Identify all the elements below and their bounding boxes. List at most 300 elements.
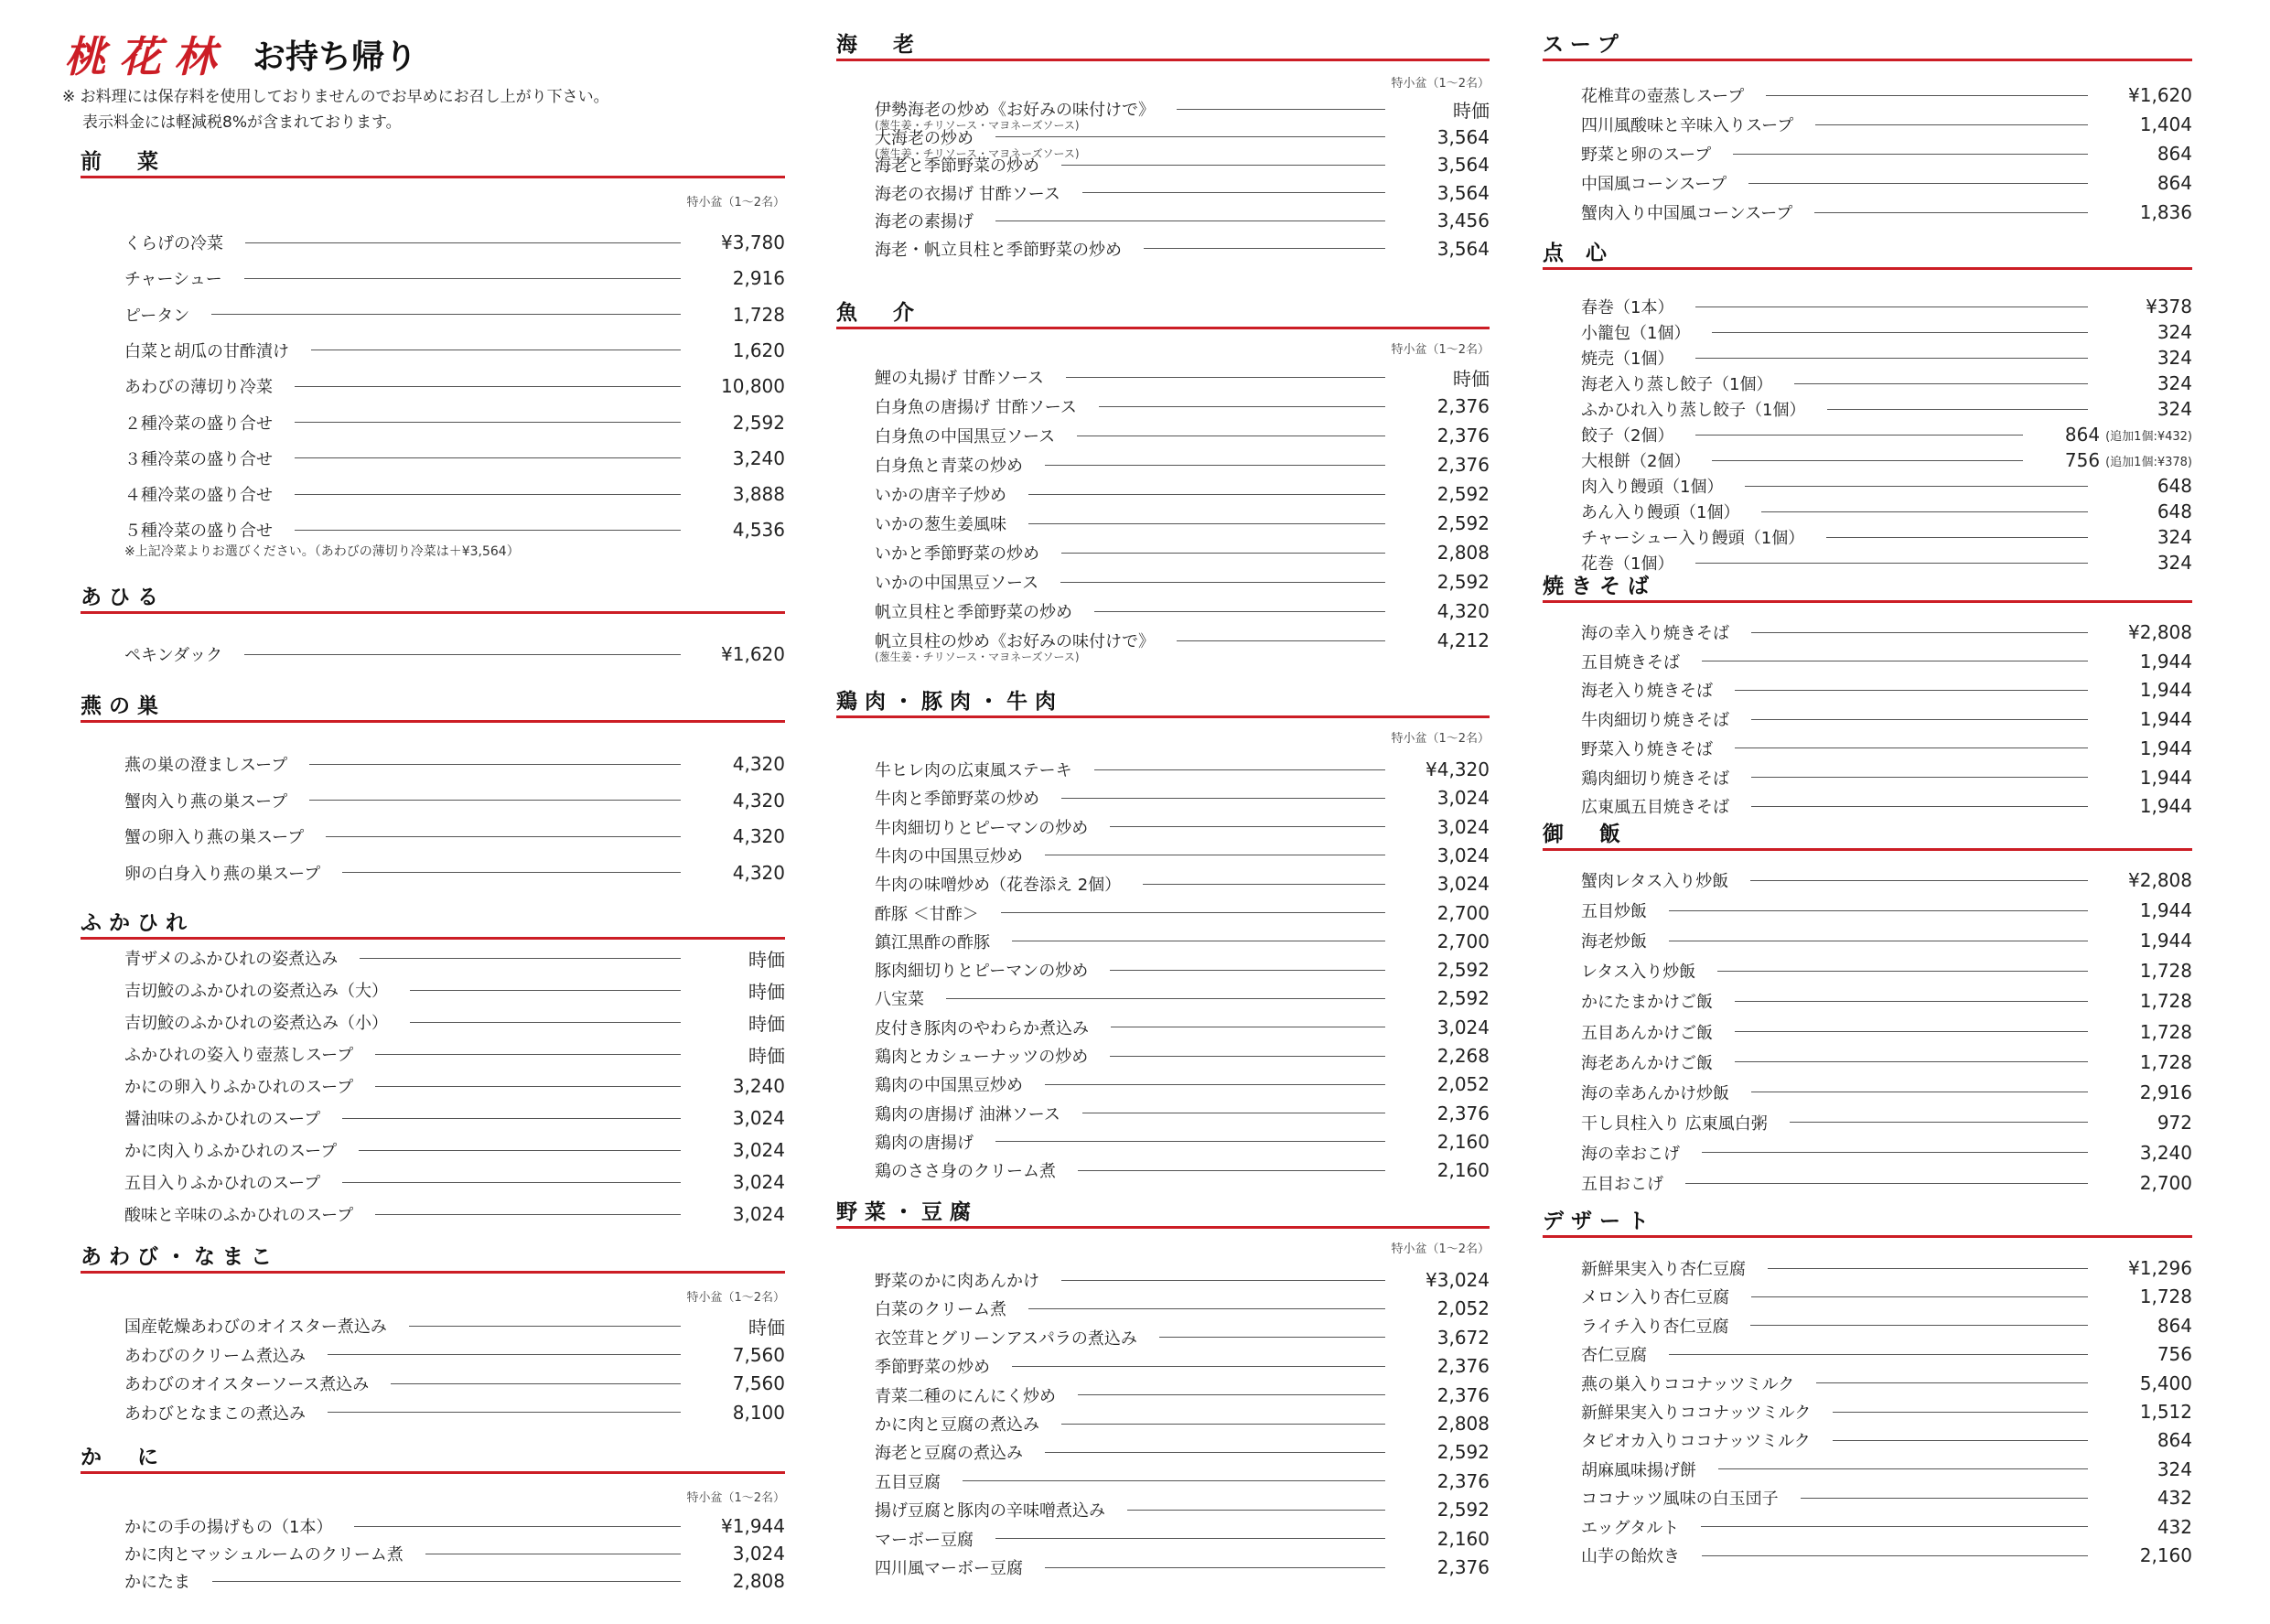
menu-item-name: 杏仁豆腐 (1581, 1346, 1647, 1366)
leader-line (1669, 1354, 2088, 1355)
menu-item-name: 肉入り饅頭（1個） (1581, 478, 1724, 497)
leader-line (1695, 435, 2023, 436)
menu-item (836, 1354, 1490, 1378)
menu-item (836, 1440, 1490, 1464)
menu-item-name: 焼売（1個） (1581, 350, 1674, 369)
portion-size-label: 特小盆（1～2名） (1391, 1242, 1490, 1256)
menu-item-price: 2,700 (1436, 930, 1490, 952)
menu-item-name: 五目おこげ (1581, 1175, 1663, 1194)
menu-item-price: 3,024 (1436, 815, 1490, 838)
menu-item (1543, 794, 2192, 818)
menu-item (836, 424, 1490, 447)
menu-section (81, 906, 785, 1262)
menu-item-price: 864 (2157, 172, 2192, 194)
section-divider (81, 611, 785, 614)
leader-line (309, 800, 681, 801)
menu-item-name: 野菜のかに肉あんかけ (875, 1272, 1039, 1291)
leader-line (1045, 1084, 1385, 1085)
menu-item (836, 901, 1490, 925)
leader-line (410, 990, 681, 991)
leader-line (375, 1214, 681, 1215)
menu-item-price: 3,456 (1436, 210, 1490, 231)
menu-item-name: 白身魚と青菜の炒め (875, 457, 1023, 476)
section-divider (1543, 1235, 2192, 1238)
section-divider (1543, 600, 2192, 603)
menu-item (1543, 1050, 2192, 1074)
menu-item-price: 3,024 (1436, 844, 1490, 866)
menu-item (1543, 142, 2192, 166)
menu-item (81, 1343, 785, 1367)
menu-item-name: 海老と豆腐の煮込み (875, 1444, 1023, 1464)
menu-item-price: 2,592 (1436, 1499, 1490, 1522)
menu-item (1543, 1400, 2192, 1424)
leader-line (1790, 1122, 2088, 1123)
menu-item-price: 1,836 (2139, 201, 2192, 223)
menu-item-price: 3,024 (732, 1203, 785, 1225)
menu-item-price: ¥2,808 (2128, 869, 2192, 891)
leader-line (1110, 826, 1385, 827)
section-title: スープ (1543, 33, 1626, 57)
menu-item-price: 1,944 (2139, 679, 2192, 702)
menu-item (836, 844, 1490, 867)
menu-item-price: 3,240 (732, 1075, 785, 1097)
menu-item-name: 青菜二種のにんにく炒め (875, 1386, 1056, 1406)
leader-line (1061, 165, 1385, 166)
leader-line (1750, 880, 2088, 881)
menu-item (81, 1074, 785, 1098)
menu-item (81, 1371, 785, 1395)
menu-section (836, 27, 1490, 292)
menu-item-price: 756 (2157, 1343, 2192, 1366)
leader-line (1735, 1001, 2088, 1002)
menu-item (1543, 200, 2192, 224)
menu-item-name: かに肉と豆腐の煮込み (875, 1415, 1039, 1435)
menu-item-name: ペキンダック (124, 646, 223, 665)
menu-item-price: 2,592 (1436, 987, 1490, 1010)
menu-item (836, 758, 1490, 781)
menu-item-name: 鶏肉とカシューナッツの炒め (875, 1048, 1089, 1067)
menu-item (1543, 320, 2192, 344)
menu-item-name: 蟹の卵入り燕の巣スープ (124, 828, 305, 847)
menu-item (81, 789, 785, 812)
menu-item (1543, 929, 2192, 952)
menu-item-price: 864 (2157, 1429, 2192, 1452)
leader-line (409, 1326, 681, 1327)
menu-item (1543, 525, 2192, 549)
leader-line (1751, 777, 2088, 778)
section-divider (1543, 267, 2192, 270)
menu-item (1543, 371, 2192, 395)
leader-line (1669, 910, 2088, 911)
menu-item-price: 756 (2064, 449, 2101, 471)
leader-line (295, 494, 681, 495)
menu-item-name: 小籠包（1個） (1581, 324, 1691, 343)
menu-item-name: 四川風酸味と辛味入りスープ (1581, 116, 1794, 135)
menu-item-price: 2,592 (1436, 1441, 1490, 1464)
sauce-options-note: (葱生姜・チリソース・マヨネーズソース) (875, 146, 1080, 160)
menu-item-price: 972 (2157, 1111, 2192, 1134)
menu-item-name: ３種冷菜の盛り合せ (124, 449, 273, 469)
menu-item (836, 1469, 1490, 1493)
menu-item (1543, 1285, 2192, 1308)
menu-item-price: 3,240 (732, 446, 785, 469)
menu-item-name: 五目あんかけご飯 (1581, 1023, 1713, 1043)
menu-item-name: 国産乾燥あわびのオイスター煮込み (124, 1317, 387, 1337)
menu-item-price: 3,024 (1436, 787, 1490, 810)
menu-item-price: 1,728 (2139, 1050, 2192, 1073)
section-title: 鶏肉・豚肉・牛肉 (836, 690, 1063, 714)
menu-item-name: あわびのクリーム煮込み (124, 1346, 306, 1366)
menu-item-price: 3,024 (732, 1543, 785, 1565)
menu-item (836, 511, 1490, 535)
menu-item-name: 海の幸あんかけ炒飯 (1581, 1083, 1729, 1103)
menu-item-price: 1,620 (732, 339, 785, 361)
menu-item-price: 324 (2157, 321, 2192, 343)
menu-item-name: 燕の巣入りココナッツミルク (1581, 1374, 1795, 1394)
leader-line (1801, 1498, 2088, 1499)
menu-item (1543, 1486, 2192, 1510)
menu-item-price: 4,320 (732, 861, 785, 884)
menu-item-name: 海老あんかけご飯 (1581, 1053, 1713, 1073)
menu-item (1543, 898, 2192, 922)
section-divider (836, 59, 1490, 61)
leader-line (1751, 806, 2088, 807)
leader-line (1827, 409, 2088, 410)
menu-item-price: 2,916 (732, 267, 785, 290)
menu-item-price: 864 (2157, 143, 2192, 165)
menu-item-price: 648 (2157, 500, 2192, 522)
leader-line (1695, 358, 2088, 359)
menu-item-price: 4,320 (732, 789, 785, 812)
menu-item-price: 時価 (748, 1012, 785, 1035)
leader-line (245, 242, 681, 243)
menu-item-price: 時価 (748, 1316, 785, 1339)
menu-item (1543, 766, 2192, 790)
menu-section (836, 296, 1490, 685)
menu-item-price: 864 (2157, 1314, 2192, 1337)
leader-line (244, 654, 681, 655)
menu-item (1543, 868, 2192, 892)
menu-item-price: 1,728 (732, 303, 785, 326)
menu-item-name: 鶏肉の中国黒豆炒め (875, 1076, 1023, 1096)
menu-item-name: 帆立貝柱と季節野菜の炒め (875, 603, 1072, 622)
menu-item-name: レタス入り炒飯 (1581, 963, 1696, 983)
menu-item (81, 482, 785, 506)
menu-item-price: 3,024 (1436, 873, 1490, 896)
menu-item-price: 2,052 (1436, 1297, 1490, 1320)
menu-item-name: 蟹肉入り中国風コーンスープ (1581, 204, 1793, 223)
section-title: か に (81, 1446, 166, 1469)
menu-section (81, 580, 785, 705)
leader-line (1001, 912, 1385, 913)
menu-item (1543, 989, 2192, 1013)
menu-item (1543, 474, 2192, 498)
menu-item-name: 牛肉の味噌炒め（花巻添え 2個） (875, 876, 1122, 896)
menu-item-price: 1,512 (2139, 1401, 2192, 1423)
menu-item-name: かにの手の揚げもの（1本） (124, 1518, 333, 1537)
leader-line (1045, 1452, 1385, 1453)
leader-line (1177, 640, 1385, 641)
menu-item (81, 861, 785, 885)
menu-item-price: 1,944 (2139, 795, 2192, 818)
menu-item-price: 324 (2157, 398, 2192, 420)
leader-line (211, 314, 681, 315)
menu-item (836, 1498, 1490, 1522)
leader-line (328, 1354, 681, 1355)
menu-item-name: 吉切鮫のふかひれの姿煮込み（小） (124, 1014, 388, 1033)
menu-item-price: 2,160 (1436, 1527, 1490, 1550)
menu-item-name: 白菜のクリーム煮 (875, 1300, 1006, 1320)
sauce-options-note: (葱生姜・チリソース・マヨネーズソース) (875, 119, 1080, 132)
menu-item (836, 1044, 1490, 1068)
menu-item-name: 燕の巣の澄ましスープ (124, 756, 288, 775)
menu-item-name: 山芋の飴炊き (1581, 1547, 1680, 1566)
menu-item-name: 白菜と胡瓜の甘酢漬け (124, 341, 289, 361)
leader-line (1768, 1268, 2088, 1269)
leader-line (1701, 1526, 2088, 1527)
section-divider (81, 176, 785, 178)
menu-item-price: 2,160 (1436, 1159, 1490, 1182)
menu-item (836, 930, 1490, 953)
menu-item-name: 五目豆腐 (875, 1472, 941, 1492)
menu-item-price: ¥1,296 (2128, 1257, 2192, 1279)
leader-line (1045, 465, 1385, 466)
leader-line (1833, 1412, 2088, 1413)
sauce-options-note: (葱生姜・チリソース・マヨネーズソース) (875, 651, 1080, 663)
menu-item-name: チャーシュー (124, 270, 222, 290)
menu-item-name: 新鮮果実入りココナッツミルク (1581, 1404, 1812, 1423)
menu-item-name: ふかひれの姿入り壺蒸しスープ (124, 1046, 354, 1065)
leader-line (1028, 1308, 1385, 1309)
menu-item (81, 446, 785, 470)
menu-item (836, 209, 1490, 232)
menu-item (81, 1138, 785, 1162)
section-footnote: ※上記冷菜よりお選びください。（あわびの薄切り冷菜は＋¥3,564） (124, 544, 520, 560)
menu-item-name: あん入り饅頭（1個） (1581, 503, 1740, 522)
menu-item (1543, 423, 2192, 446)
menu-item (836, 1296, 1490, 1320)
menu-section (1543, 236, 2192, 604)
menu-item (81, 642, 785, 666)
menu-item-name: 花椎茸の壺蒸しスープ (1581, 87, 1745, 106)
menu-item (81, 1314, 785, 1338)
menu-item-price: 1,944 (2139, 930, 2192, 952)
leader-line (1833, 1440, 2088, 1441)
menu-item-price: 2,376 (1436, 1556, 1490, 1578)
menu-item-name: 四川風マーボー豆腐 (875, 1559, 1023, 1578)
portion-size-label: 特小盆（1～2名） (686, 1291, 785, 1305)
leader-line (1761, 511, 2088, 512)
additional-piece-price: (追加1個:¥432) (2105, 429, 2192, 444)
menu-item (836, 1527, 1490, 1551)
menu-item-name: かにたま (124, 1573, 190, 1592)
menu-item-price: 4,320 (732, 825, 785, 847)
menu-item (836, 1555, 1490, 1579)
menu-item-name: いかと季節野菜の炒め (875, 544, 1039, 564)
menu-item (1543, 83, 2192, 107)
menu-item-name: 伊勢海老の炒め《お好みの味付けで》 (875, 101, 1155, 120)
menu-item (836, 1072, 1490, 1096)
menu-item-name: 季節野菜の炒め (875, 1358, 990, 1378)
leader-line (212, 1581, 681, 1582)
leader-line (1712, 332, 2088, 333)
portion-size-label: 特小盆（1～2名） (1391, 343, 1490, 357)
section-divider (81, 937, 785, 940)
menu-item (836, 482, 1490, 506)
menu-item-price: 2,592 (732, 411, 785, 434)
leader-line (1816, 1382, 2088, 1383)
leader-line (295, 530, 681, 531)
menu-item-name: 花巻（1個） (1581, 554, 1674, 574)
menu-item-name: 餃子（2個） (1581, 426, 1674, 446)
menu-item-name: 海老炒飯 (1581, 932, 1647, 952)
menu-item-price: 2,052 (1436, 1073, 1490, 1096)
section-divider (81, 720, 785, 723)
leader-line (1702, 1555, 2088, 1556)
menu-item-price: 324 (2157, 552, 2192, 574)
menu-item (81, 374, 785, 398)
menu-item-name: 春巻（1本） (1581, 298, 1674, 317)
leader-line (410, 1022, 681, 1023)
header-notes (62, 84, 794, 135)
menu-item (1543, 1371, 2192, 1395)
menu-item-name: かにたまかけご飯 (1581, 993, 1713, 1013)
menu-item (81, 1106, 785, 1130)
menu-item-name: あわびとなまこの煮込み (124, 1404, 306, 1424)
menu-item-price: 3,564 (1436, 237, 1490, 260)
menu-item-name: くらげの冷菜 (124, 234, 223, 253)
portion-size-label: 特小盆（1～2名） (686, 1491, 785, 1505)
leader-line (1702, 1152, 2088, 1153)
menu-item-price: 2,592 (1436, 512, 1490, 534)
menu-item-name: かに肉とマッシュルームのクリーム煮 (124, 1545, 403, 1565)
leader-line (360, 958, 681, 959)
menu-item-name: 鶏のささ身のクリーム煮 (875, 1162, 1056, 1182)
menu-item (836, 570, 1490, 594)
menu-item-name: 野菜入り焼きそば (1581, 739, 1713, 759)
leader-line (354, 1526, 681, 1527)
menu-item-price: ¥3,024 (1425, 1269, 1490, 1291)
menu-item-price: 2,268 (1436, 1045, 1490, 1067)
menu-item-price: 1,944 (2139, 708, 2192, 731)
section-divider (1543, 848, 2192, 851)
menu-item-price: 4,320 (732, 753, 785, 775)
menu-item-name: 海の幸入り焼きそば (1581, 624, 1729, 643)
menu-item-name: 海老の素揚げ (875, 212, 974, 231)
menu-item-price: 324 (2157, 372, 2192, 394)
menu-item (81, 411, 785, 435)
menu-item-name: 胡麻風味揚げ餅 (1581, 1460, 1696, 1480)
leader-line (1028, 523, 1385, 524)
menu-item-price: 10,800 (721, 375, 785, 398)
menu-item-name: メロン入り杏仁豆腐 (1581, 1288, 1729, 1308)
menu-item-name: 鶏肉細切り焼きそば (1581, 769, 1729, 789)
menu-item (836, 365, 1490, 389)
menu-item (836, 394, 1490, 418)
menu-section (1543, 817, 2192, 1233)
menu-item (1543, 1314, 2192, 1338)
menu-item (1543, 1515, 2192, 1539)
section-title: デザート (1543, 1210, 1656, 1233)
menu-item-price: 時価 (748, 1044, 785, 1067)
menu-item-name: 吉切鮫のふかひれの姿煮込み（大） (124, 982, 388, 1001)
leader-line (1110, 1056, 1385, 1057)
menu-item-price: 時価 (748, 948, 785, 971)
menu-item-price: 3,024 (1436, 1016, 1490, 1038)
menu-item-name: ５種冷菜の盛り合せ (124, 522, 273, 542)
menu-item-price: 2,700 (1436, 901, 1490, 924)
menu-item-price: 2,808 (732, 1570, 785, 1592)
menu-section (836, 684, 1490, 1215)
menu-item-price: 2,376 (1436, 395, 1490, 417)
section-divider (836, 1226, 1490, 1229)
menu-item-name: 揚げ豆腐と豚肉の辛味噌煮込み (875, 1501, 1105, 1522)
leader-line (1815, 124, 2088, 125)
menu-item-price: 1,728 (2139, 1285, 2192, 1308)
menu-item-name: 鎮江黒酢の酢豚 (875, 932, 990, 952)
menu-item-price: 1,944 (2139, 650, 2192, 672)
menu-item-name: ココナッツ風味の白玉団子 (1581, 1490, 1779, 1510)
leader-line (995, 136, 1385, 137)
menu-item-price: ¥1,620 (721, 643, 785, 665)
leader-line (244, 278, 681, 279)
section-title: 燕の巣 (81, 694, 166, 718)
menu-item-name: 干し貝柱入り 広東風白粥 (1581, 1113, 1768, 1134)
menu-item-price: 324 (2157, 347, 2192, 369)
menu-item-price: 1,728 (2139, 960, 2192, 983)
menu-item (836, 1158, 1490, 1182)
menu-item-name: 新鮮果実入り杏仁豆腐 (1581, 1260, 1746, 1279)
menu-item (1543, 650, 2192, 673)
section-title: 前 菜 (81, 150, 166, 174)
leader-line (1144, 248, 1385, 249)
leader-line (1748, 183, 2088, 184)
menu-item-name: 蟹肉レタス入り炒飯 (1581, 872, 1729, 891)
menu-item-price: 8,100 (732, 1401, 785, 1424)
menu-item-name: 海老の衣揚げ 甘酢ソース (875, 184, 1060, 204)
menu-item-price: 3,564 (1436, 181, 1490, 204)
leader-line (1094, 769, 1385, 770)
menu-item-price: 864 (2064, 424, 2101, 446)
restaurant-logo: 桃花林 (64, 32, 229, 81)
section-divider (836, 715, 1490, 718)
menu-item (1543, 1081, 2192, 1104)
section-title: あわび・なまこ (81, 1245, 279, 1269)
menu-item-price: ¥378 (2146, 296, 2192, 317)
leader-line (1143, 884, 1385, 885)
menu-item (836, 1130, 1490, 1154)
menu-item (1543, 678, 2192, 702)
menu-item (81, 1202, 785, 1226)
menu-item (1543, 620, 2192, 644)
menu-item (836, 1412, 1490, 1436)
leader-line (1712, 460, 2023, 461)
menu-item (836, 1102, 1490, 1125)
menu-item-price: 1,944 (2139, 766, 2192, 789)
leader-line (1685, 1183, 2088, 1184)
menu-item (81, 231, 785, 254)
menu-item-name: 中国風コーンスープ (1581, 175, 1727, 194)
menu-item (836, 1268, 1490, 1292)
menu-item (836, 958, 1490, 982)
menu-item (1543, 1256, 2192, 1280)
leader-line (1082, 192, 1385, 193)
leader-line (1735, 747, 2088, 748)
menu-item-name: 五目入りふかひれのスープ (124, 1174, 321, 1193)
menu-item-name: 青ザメのふかひれの姿煮込み (124, 950, 339, 969)
menu-item-price: 3,024 (732, 1139, 785, 1161)
menu-item (836, 153, 1490, 177)
